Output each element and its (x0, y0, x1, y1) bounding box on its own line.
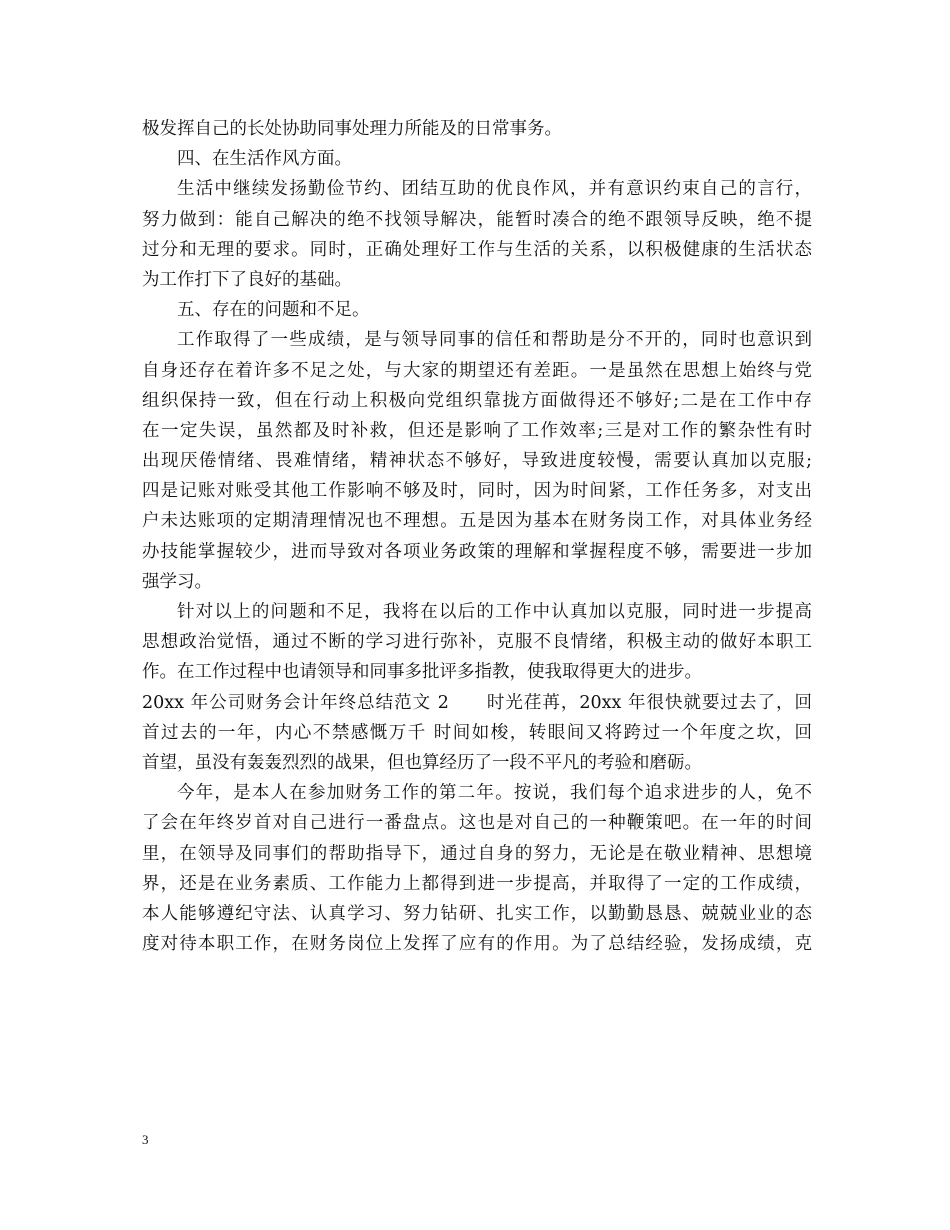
text-line: 自身还存在着许多不足之处，与大家的期望还有差距。一是虽然在思想上始终与党 (142, 360, 812, 381)
text-line: 针对以上的问题和不足，我将在以后的工作中认真加以克服，同时进一步提高 (177, 602, 812, 622)
text-line: 户未达账项的定期清理情况也不理想。五是因为基本在财务岗工作，对具体业务经 (142, 511, 812, 532)
text-line: 生活中继续发扬勤俭节约、团结互助的优良作风，并有意识约束自己的言行， (177, 179, 812, 200)
text-line: 思想政治觉悟，通过不断的学习进行弥补，克服不良情绪，积极主动的做好本职工 (142, 632, 812, 653)
document-body (142, 114, 812, 959)
text-line: 作。在工作过程中也请领导和同事多批评多指教，使我取得更大的进步。 (142, 662, 702, 683)
text-line: 今年，是本人在参加财务工作的第二年。按说，我们每个追求进步的人，免不 (177, 783, 812, 804)
text-line: 首望，虽没有轰轰烈烈的战果，但也算经历了一段不平凡的考验和磨砺。 (142, 752, 702, 773)
text-line: 出现厌倦情绪、畏难情绪，精神状态不够好，导致进度较慢，需要认真加以克服; (142, 451, 812, 472)
article-title-line: 20xx 年公司财务会计年终总结范文 2 时光荏苒，20xx 年很快就要过去了，回 (142, 692, 812, 713)
text-line: 首过去的一年，内心不禁感慨万千 时间如梭，转眼间又将跨过一个年度之坎，回 (142, 722, 812, 743)
section-heading: 四、在生活作风方面。 (177, 149, 352, 170)
text-line: 度对待本职工作，在财务岗位上发挥了应有的作用。为了总结经验，发扬成绩，克 (142, 934, 812, 955)
text-line: 工作取得了一些成绩，是与领导同事的信任和帮助是分不开的，同时也意识到 (177, 330, 812, 351)
text-line: 四是记账对账受其他工作影响不够及时，同时，因为时间紧，工作任务多，对支出 (142, 481, 812, 502)
text-line: 为工作打下了良好的基础。 (142, 269, 352, 290)
section-heading: 五、存在的问题和不足。 (177, 300, 370, 321)
text-line: 极发挥自己的长处协助同事处理力所能及的日常事务。 (142, 119, 562, 139)
text-line: 了会在年终岁首对自己进行一番盘点。这也是对自己的一种鞭策吧。在一年的时间 (142, 813, 812, 834)
text-line: 强学习。 (142, 571, 212, 592)
text-line: 办技能掌握较少，进而导致对各项业务政策的理解和掌握程度不够，需要进一步加 (142, 541, 812, 562)
text-line: 组织保持一致，但在行动上积极向党组织靠拢方面做得还不够好;二是在工作中存 (142, 390, 812, 411)
text-line: 本人能够遵纪守法、认真学习、努力钻研、扎实工作，以勤勤恳恳、兢兢业业的态 (142, 903, 812, 924)
text-line: 里，在领导及同事们的帮助指导下，通过自身的努力，无论是在敬业精神、思想境 (142, 843, 812, 864)
text-line: 努力做到：能自己解决的绝不找领导解决，能暂时凑合的绝不跟领导反映，绝不提 (142, 209, 812, 230)
text-line: 在一定失误，虽然都及时补救，但还是影响了工作效率;三是对工作的繁杂性有时 (142, 420, 812, 441)
page-number: 3 (142, 1132, 149, 1147)
text-line: 界，还是在业务素质、工作能力上都得到进一步提高，并取得了一定的工作成绩， (142, 873, 812, 894)
text-line: 过分和无理的要求。同时，正确处理好工作与生活的关系，以积极健康的生活状态 (142, 239, 812, 260)
